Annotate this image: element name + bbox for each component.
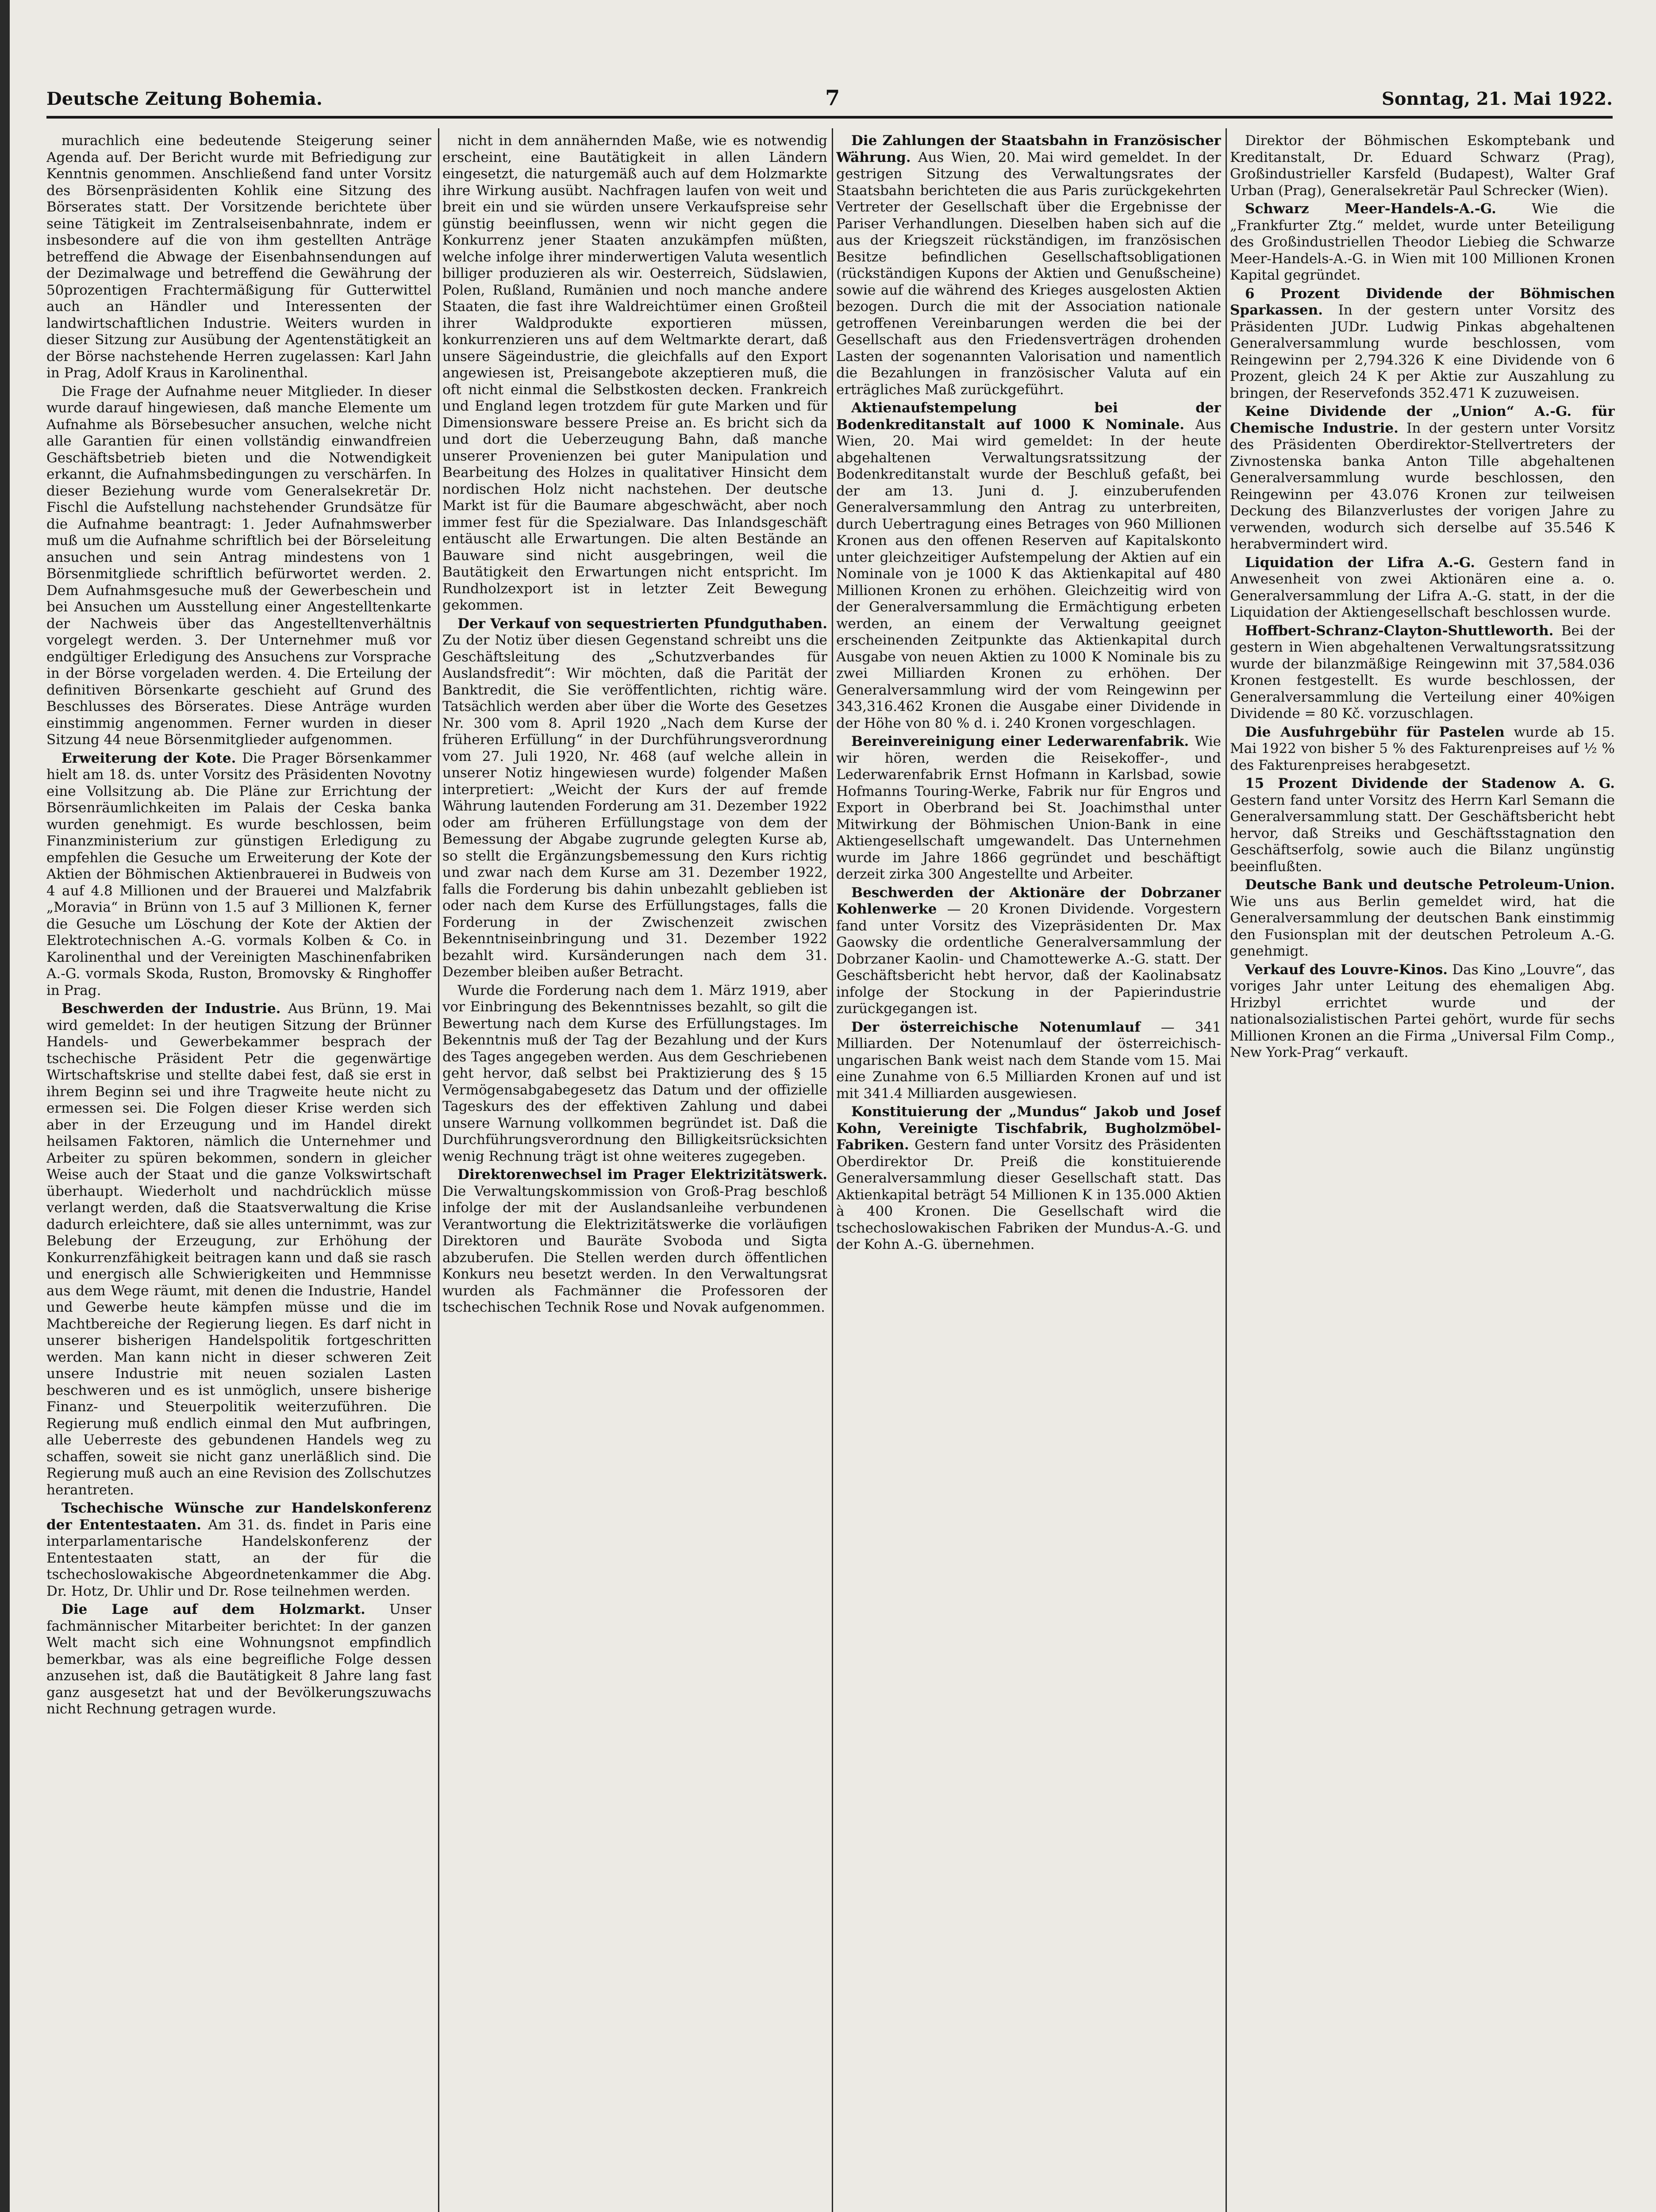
article-heading: Tschechische Wünsche zur Handelskonferenz der Ententestaaten. — [46, 1500, 431, 1533]
article-text: — 341 Milliarden. Der Notenumlauf der österreichisch-ungarischen Bank weist nach dem Stande vom 15. Mai eine Zunahme von 6.5 Milliarden Kronen auf und ist mit 341.4 Milliarden ausgewiesen. — [836, 1019, 1221, 1102]
article-text: Aus Brünn, 19. Mai wird gemeldet: In der heutigen Sitzung der Brünner Handels- und Gewerbekammer besprach der tschechische Präsident Petr die gegenwärtige Wirtschaftskrise und stellte dabei fest, daß sie erst in ihrem Beginn sei und ihre Tragweite heute nicht zu ermessen sei. Die Folgen dieser Krise werden sich aber in der Erzeugung und im Handel direkt heilsamen Faktoren, nämlich die Unternehmer und Arbeiter zu spüren bekommen, sondern in gleicher Weise auch der Staat und die ganze Volkswirtschaft überhaupt. Wiederholt und nachdrücklich müsse verlangt werden, daß die Staatsverwaltung die Krise dadurch erleichtere, daß sie alles unternimmt, was zur Belebung der Erzeugung, zur Erhöhung der Konkurrenzfähigkeit beitragen kann und daß sie rasch und energisch alle Schwierigkeiten und Hemmnisse aus dem Wege räumt, mit denen die Industrie, Handel und Gewerbe heute kämpfen müsse und die im Machtbereiche der Regierung liegen. Es darf nicht in unserer bisherigen Handelspolitik fortgeschritten werden. Man kann nicht in dieser schweren Zeit unsere Industrie mit neuen sozialen Lasten beschweren und es ist unmöglich, unsere bisherige Finanz- und Steuerpolitik weiterzuführen. Die Regierung muß endlich einmal den Mut aufbringen, alle Ueberreste des gebundenen Handels weg zu schaffen, soweit sie nicht ganz unerläßlich sind. Die Regierung muß auch an eine Revision des Zollschutzes herantreten. — [46, 1001, 431, 1498]
article-text: Wurde die Forderung nach dem 1. März 1919, aber vor Einbringung des Bekenntnisses bezahlt, so gilt die Bewertung nach dem Kurse des Erfüllungstages. Im Bekenntnis muß der Tag der Bezahlung und der Kurs des Tages angegeben werden. Aus dem Geschriebenen geht hervor, daß selbst bei Praktizierung des § 15 Vermögensabgabegesetz das Datum und der offizielle Tageskurs des der effektiven Zahlung und dabei unsere Warnung vollkommen begründet ist. Daß die Durchführungsverordnung den Billigkeitsrücksichten wenig Rechnung trägt ist ohne weiteres zugegeben. — [442, 982, 827, 1164]
article-text: Die Verwaltungskommission von Groß-Prag beschloß infolge der mit der Auslandsanleihe verbundenen Verantwortung die Elektrizitätswerke die vorläufigen Direktoren und Bauräte Svoboda und Sigta abzuberufen. Die Stellen werden durch öffentlichen Konkurs neu besetzt werden. In den Verwaltungsrat wurden als Fachmänner die Professoren der tschechischen Technik Rose und Novak aufgenommen. — [442, 1183, 827, 1315]
article-paragraph — [46, 384, 431, 749]
article-paragraph — [1230, 623, 1615, 722]
article-paragraph — [836, 733, 1221, 883]
article-heading: Aktienaufstempelung bei der Bodenkreditanstalt auf 1000 K Nominale. — [836, 400, 1221, 433]
article-heading: Liquidation der Lifra A.-G. — [1245, 554, 1475, 571]
article-text: Das Kino „Louvre“, das voriges Jahr unter Leitung des ehemaligen Abg. Hrizbyl errichtet wurde und der nationalsozialistischen Partei gehört, wurde für sechs Millionen Kronen an die Firma „Universal Film Comp., New York-Prag“ verkauft. — [1230, 961, 1615, 1060]
article-paragraph — [836, 885, 1221, 1018]
article-heading: 6 Prozent Dividende der Böhmischen Sparkassen. — [1230, 285, 1615, 318]
article-heading: Schwarz Meer-Handels-A.-G. — [1245, 201, 1496, 217]
article-heading: Direktorenwechsel im Prager Elektrizitätswerk. — [457, 1167, 827, 1183]
article-text: Wie wir hören, werden die Reisekoffer-, und Lederwarenfabrik Ernst Hofmann in Karlsbad, sowie Hofmanns Touring-Werke, Fabrik nur für Engros und Export in Oberbrand bei St. Joachimsthal unter Mitwirkung der Böhmischen Union-Bank in eine Aktiengesellschaft umgewandelt. Das Unternehmen wurde im Jahre 1866 gegründet und beschäftigt derzeit zirka 300 Angestellte und Arbeiter. — [836, 733, 1221, 882]
column-divider — [832, 128, 833, 2212]
article-text: — 20 Kronen Dividende. Vorgestern fand unter Vorsitz des Vizepräsidenten Dr. Max Gaowsky die ordentliche Generalversammlung der Dobrzaner Kaolin- und Chamottewerke A.-G. statt. Der Geschäftsbericht hebt hervor, daß der Kaolinabsatz infolge der Stockung in der Papierindustrie zurückgegangen ist. — [836, 901, 1221, 1017]
article-text: Gestern fand in Anwesenheit von zwei Aktionären eine a. o. Generalversammlung der Lifra A.-G. statt, in der die Liquidation der Aktiengesellschaft beschlossen wurde. — [1230, 554, 1615, 620]
article-paragraph — [442, 1167, 827, 1316]
article-paragraph — [1230, 555, 1615, 621]
article-paragraph — [1230, 403, 1615, 553]
article-text: Bei der gestern in Wien abgehaltenen Verwaltungsratssitzung wurde der bilanzmäßige Reingewinn mit 37,584.036 Kronen festgestellt. Es wurde beschlossen, der Generalversammlung die Verteilung einer 40%igen Dividende = 80 Kč. vorzuschlagen. — [1230, 622, 1615, 722]
article-heading: Der österreichische Notenumlauf — [851, 1019, 1141, 1035]
issue-date: Sonntag, 21. Mai 1922. — [1381, 88, 1613, 109]
article-paragraph — [1230, 776, 1615, 875]
article-text: Direktor der Böhmischen Eskomptebank und Kreditanstalt, Dr. Eduard Schwarz (Prag), Großindustrieller Karsfeld (Budapest), Walter Graf Urban (Prag), Generalsekretär Paul Schrecker (Wien). — [1230, 133, 1615, 199]
article-heading: Verkauf des Louvre-Kinos. — [1245, 961, 1448, 978]
article-paragraph — [46, 133, 431, 382]
article-text: nicht in dem annähernden Maße, wie es notwendig erscheint, eine Bautätigkeit in allen Ländern eingesetzt, die naturgemäß auch auf dem Holzmarkte ihre Wirkung ausübt. Nachfragen laufen von weit und breit ein und sie würden unsere Verkaufspreise sehr günstig beeinflussen, wenn wir nicht gegen die Konkurrenz jener Staaten anzukämpfen müßten, welche infolge ihrer minderwertigen Valuta wesentlich billiger produzieren als wir. Oesterreich, Südslawien, Polen, Rußland, Rumänien und noch manche andere Staaten, die fast ihre Waldreichtümer einen Großteil ihrer Waldprodukte exportieren müssen, konkurrenzieren uns auf dem Weltmarkte derart, daß unsere Sägeindustrie, die gleichfalls auf den Export angewiesen ist, Preisangebote akzeptieren muß, die oft nicht einmal die Selbstkosten decken. Frankreich und England legen trotzdem für gute Marken und für Dimensionsware bessere Preise an. Es bricht sich da und dort die Ueberzeugung Bahn, daß manche unserer Provenienzen bei guter Manipulation und Bearbeitung des Holzes in qualitativer Hinsicht dem nordischen Holz nicht nachstehen. Der deutsche Markt ist für die Baumare abgeschwächt, aber noch immer fest für die Spezialware. Das Inlandsgeschäft entäuscht alle Erwartungen. Die alten Bestände an Bauware sind nicht ausgebringen, weil die Bautätigkeit den Erwartungen nicht entspricht. Im Rundholzexport ist in letzter Zeit Bewegung gekommen. — [442, 133, 827, 613]
article-heading: Deutsche Bank und deutsche Petroleum-Union. — [1245, 877, 1615, 893]
article-paragraph — [442, 133, 827, 614]
column-divider — [1226, 128, 1227, 2212]
article-paragraph — [46, 1500, 431, 1600]
column-4 — [1230, 133, 1615, 2212]
article-heading: Bereinvereinigung einer Lederwarenfabrik. — [851, 733, 1189, 749]
page-number: 7 — [825, 86, 840, 111]
article-heading: Beschwerden der Industrie. — [61, 1001, 281, 1017]
article-paragraph — [442, 983, 827, 1165]
article-text: In der gestern unter Vorsitz des Präsidenten JUDr. Ludwig Pinkas abgehaltenen Generalversammlung wurde beschlossen, vom Reingewinn per 2,794.326 K eine Dividende von 6 Prozent, gleich 24 K per Aktie zur Auszahlung zu bringen, der Reservefonds 352.471 K zuzuweisen. — [1230, 302, 1615, 401]
article-text: In der gestern unter Vorsitz des Präsidenten Oberdirektor-Stellvertreters der Zivnostenska banka Anton Tille abgehaltenen Generalversammlung wurde beschlossen, den Reingewinn per 43.076 Kronen zur teilweisen Deckung des Bilanzverlustes der vorigen Jahre zu verwenden, wodurch sich derselbe auf 35.546 K herabvermindert wird. — [1230, 420, 1615, 552]
article-text: Am 31. ds. findet in Paris eine interparlamentarische Handelskonferenz der Ententestaaten statt, an der für die tschechoslowakische Abgeordnetenkammer die Abg. Dr. Hotz, Dr. Uhlir und Dr. Rose teilnehmen werden. — [46, 1517, 431, 1599]
article-text: wurde ab 15. Mai 1922 von bisher 5 % des Fakturenpreises auf ½ % des Fakturenpreises herabgesetzt. — [1230, 724, 1615, 773]
article-heading: Keine Dividende der „Union“ A.-G. für Chemische Industrie. — [1230, 403, 1615, 436]
article-text: murachlich eine bedeutende Steigerung seiner Agenda auf. Der Bericht wurde mit Befriedigung zur Kenntnis genommen. Anschließend fand unter Vorsitz des Börsenpräsidenten Kohlik eine Sitzung des Börserates statt. Der Vorsitzende berichtete über seine Tätigkeit im Zentralseisenbahnrate, indem er insbesondere auf die von ihm gestellten Anträge betreffend die Abwage der Eisenbahnsendungen auf der Dezimalwage und betreffend die Gewährung der 50prozentigen Frachtermäßigung für Gutterwittel auch an Händler und Interessenten der landwirtschaftlichen Industrie. Weiters wurden in dieser Sitzung zur Ausübung der Agentenstätigkeit an der Börse nachstehende Herren zugelassen: Karl Jahn in Prag, Adolf Kraus in Karolinenthal. — [46, 133, 431, 381]
article-paragraph — [836, 400, 1221, 732]
article-paragraph — [1230, 286, 1615, 402]
article-heading: Beschwerden der Aktionäre der Dobrzaner Kohlenwerke — [836, 884, 1221, 917]
column-1 — [46, 133, 431, 2212]
article-paragraph — [46, 1601, 431, 1718]
article-heading: 15 Prozent Dividende der Stadenow A. G. — [1245, 776, 1615, 791]
article-text: Die Frage der Aufnahme neuer Mitglieder. In dieser wurde darauf hingewiesen, daß manche Elemente um Aufnahme als Börsebesucher ansuchen, welche nicht alle Garantien für einen vollständig einwandfreien Geschäftsbetrieb bieten und die Notwendigkeit erkannt, die Aufnahmsbedingungen zu verschärfen. In dieser Beziehung wurde vom Generalsekretär Dr. Fischl die Aufstellung nachstehender Grundsätze für die Aufnahme beantragt: 1. Jeder Aufnahmswerber muß um die Aufnahme schriftlich bei der Börseleitung ansuchen und sein Antrag mindestens von 1 Börsenmitgliede schriftlich befürwortet werden. 2. Dem Aufnahmsgesuche muß der Gewerbeschein und bei Ansuchen um Ausstellung einer Angestelltenkarte der Nachweis über das Angestelltenverhältnis vorgelegt werden. 3. Der Unternehmer muß vor endgültiger Erledigung des Ansuchens zur Vorsprache in der Börse vorgeladen werden. 4. Die Erteilung der definitiven Börsenkarte geschieht auf Grund des Beschlusses des Börserates. Diese Anträge wurden einstimmig angenommen. Ferner wurden in dieser Sitzung 44 neue Börsenmitglieder aufgenommen. — [46, 383, 431, 748]
article-text: Gestern fand unter Vorsitz des Herrn Karl Semann die Generalversammlung statt. Der Geschäftsbericht hebt hervor, daß Streiks und Geschäftsstagnation den Geschäftserfolg, sowie auch die Bilanz ungünstig beeinflußten. — [1230, 792, 1615, 875]
article-text: Aus Wien, 20. Mai wird gemeldet. In der gestrigen Sitzung des Verwaltungsrates der Staatsbahn berichteten die aus Paris zurückgekehrten Vertreter der Gesellschaft über die Ergebnisse der Pariser Verhandlungen. Dieselben haben sich auf die aus der Kriegszeit rückständigen, im französischen Besitze befindlichen Gesellschaftsobligationen (rückständigen Kupons der Aktien und Genußscheine) sowie auf die während des Krieges ausgelosten Aktien bezogen. Durch die mit der Association nationale getroffenen Vereinbarungen werden die bei der Gesellschaft aus den Friedensverträgen drohenden Lasten der sogenannten Valorisation und namentlich die Bezahlungen in französischer Valuta auf ein erträgliches Maß zurückgeführt. — [836, 149, 1221, 398]
article-paragraph — [46, 1001, 431, 1498]
article-paragraph — [836, 133, 1221, 398]
article-heading: Hoffbert-Schranz-Clayton-Shuttleworth. — [1245, 622, 1554, 639]
article-paragraph — [1230, 962, 1615, 1061]
article-paragraph — [836, 1019, 1221, 1102]
article-paragraph — [836, 1104, 1221, 1253]
article-heading: Die Lage auf dem Holzmarkt. — [61, 1601, 365, 1617]
article-text: Wie uns aus Berlin gemeldet wird, hat die Generalversammlung der deutschen Bank einstimmig den Fusionsplan mit der deutschen Petroleum A.-G. genehmigt. — [1230, 893, 1615, 959]
article-paragraph — [1230, 201, 1615, 284]
column-2 — [442, 133, 827, 2212]
article-text: Gestern fand unter Vorsitz des Präsidenten Oberdirektor Dr. Preiß die konstituierende Generalversammlung dieser Gesellschaft statt. Das Aktienkapital beträgt 54 Millionen K in 135.000 Aktien à 400 Kronen. Die Gesellschaft wird die tschechoslowakischen Fabriken der Mundus-A.-G. und der Kohn A.-G. übernehmen. — [836, 1137, 1221, 1252]
article-heading: Die Ausfuhrgebühr für Pastelen — [1245, 724, 1505, 740]
column-3 — [836, 133, 1221, 2212]
article-paragraph — [1230, 724, 1615, 774]
article-paragraph — [1230, 877, 1615, 960]
header-rule — [46, 116, 1613, 119]
masthead-title: Deutsche Zeitung Bohemia. — [46, 88, 323, 109]
scan-edge-shadow — [0, 0, 10, 2212]
article-text: Die Prager Börsenkammer hielt am 18. ds. unter Vorsitz des Präsidenten Novotny eine Vollsitzung ab. Die Pläne zur Errichtung der Börsenräumlichkeiten im Palais der Ceska banka wurden genehmigt. Es wurde beschlossen, beim Finanzministerium zur günstigen Erledigung zu empfehlen die Gesuche um Erweiterung der Kote der Aktien der Böhmischen Aktienbrauerei in Budweis von 4 auf 4.8 Millionen und der Brauerei und Malzfabrik „Moravia“ in Brünn von 1.5 auf 3 Millionen K, ferner die Gesuche um Löschung der Kote der Aktien der Elektrotechnischen A.-G. vormals Kolben & Co. in Karolinenthal und der Vereinigten Maschinenfabriken A.-G. vormals Skoda, Ruston, Bromovsky & Ringhoffer in Prag. — [46, 750, 431, 998]
article-paragraph — [1230, 133, 1615, 199]
article-paragraph — [46, 750, 431, 999]
article-text: Unser fachmännischer Mitarbeiter berichtet: In der ganzen Welt macht sich eine Wohnungsnot empfindlich bemerkbar, was als eine begreifliche Folge dessen anzusehen ist, daß die Bautätigkeit 8 Jahre lang fast ganz ausgesetzt hat und der Bevölkerungszuwachs nicht Rechnung getragen wurde. — [46, 1601, 431, 1717]
article-text: Wie die „Frankfurter Ztg.“ meldet, wurde unter Beteiligung des Großindustriellen Theodor Liebieg die Schwarze Meer-Handels-A.-G. in Wien mit 100 Millionen Kronen Kapital gegründet. — [1230, 201, 1615, 283]
article-paragraph — [442, 616, 827, 981]
article-heading: Erweiterung der Kote. — [61, 750, 236, 766]
page-header — [46, 88, 1613, 110]
article-text: Zu der Notiz über diesen Gegenstand schreibt uns die Geschäftsleitung des „Schutzverbandes für Auslandsfredit“: Wir möchten, daß die Parität der Banktredit, die Sie veröffentlichten, richtig wäre. Tatsächlich werden aber über die Worte des Gesetzes Nr. 300 vom 8. April 1920 „Nach dem Kurse der früheren Erfüllung“ in der Durchführungsverordnung vom 27. Juli 1920, Nr. 468 (auf welche allein in unserer Notiz hingewiesen wurde) folgender Maßen interpretiert: „Weicht der Kurs der auf fremde Währung lautenden Forderung am 31. Dezember 1922 oder am früheren Erfüllungstage von dem der Bemessung der Abgabe zugrunde gelegten Kurse ab, so stellt die Ergänzungsbemessung den Kurs richtig und zwar nach dem Kurse am 31. Dezember 1922, falls die Forderung bis dahin unbezahlt geblieben ist oder nach dem Kurse des Erfüllungstages, falls die Forderung in der Zwischenzeit zwischen Bekenntniseinbringung und 31. Dezember 1922 bezahlt wird. Kursänderungen nach dem 31. Dezember bleiben außer Betracht. — [442, 632, 827, 980]
article-heading: Die Zahlungen der Staatsbahn in Französischer Währung. — [836, 133, 1221, 165]
article-text: Aus Wien, 20. Mai wird gemeldet: In der heute abgehaltenen Verwaltungsratssitzung der Bodenkreditanstalt wurde der Beschluß gefaßt, bei der am 13. Juni d. J. einzuberufenden Generalversammlung den Antrag zu unterbreiten, durch Uebertragung eines Betrages von 960 Millionen Kronen aus den offenen Reserven auf Kapitalskonto unter gleichzeitiger Aufstempelung der Aktien auf ein Nominale von je 1000 K das Aktienkapital auf 480 Millionen Kronen zu erhöhen. Gleichzeitig wird von der Generalversammlung die Ermächtigung erbeten werden, an einem der Verwaltung geeignet erscheinenden Zeitpunkte das Aktienkapital durch Ausgabe von neuen Aktien zu 1000 K Nominale bis zu zwei Milliarden Kronen zu erhöhen. Der Generalversammlung wird der vom Reingewinn per 343,316.462 Kronen die Ausgabe einer Dividende in der Höhe von 80 % d. i. 240 Kronen vorgeschlagen. — [836, 416, 1221, 731]
column-divider — [438, 128, 439, 2212]
article-heading: Der Verkauf von sequestrierten Pfundguthaben. — [457, 615, 827, 632]
article-heading: Konstituierung der „Mundus“ Jakob und Josef Kohn, Vereinigte Tischfabrik, Bugholzmöbel-Fabriken. — [836, 1104, 1221, 1153]
